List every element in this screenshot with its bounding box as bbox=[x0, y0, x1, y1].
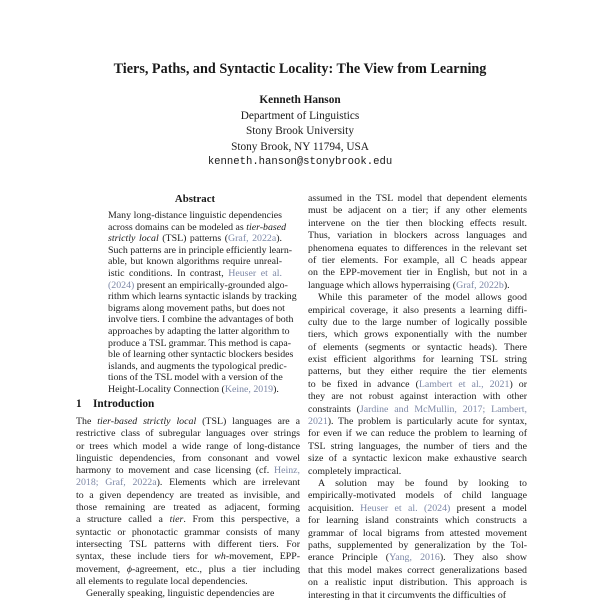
text-segment: on a realistic input distribution. This approach is bbox=[308, 577, 527, 589]
introduction-body bbox=[76, 416, 300, 600]
citation-link[interactable]: 2021 bbox=[308, 416, 328, 428]
text-line bbox=[308, 515, 527, 527]
abstract-body bbox=[108, 210, 297, 396]
text-segment: empirically-motivated models of child language bbox=[308, 490, 527, 502]
text-segment: islands, and augments the typological predic- bbox=[108, 360, 287, 372]
text-line bbox=[76, 441, 300, 453]
text-line bbox=[76, 564, 300, 576]
citation-link[interactable]: Heuser et al. (2024) bbox=[360, 502, 451, 514]
text-segment: ). Elements which are irrelevant bbox=[156, 477, 301, 489]
text-segment: The bbox=[76, 416, 98, 427]
section-number: 1 bbox=[76, 398, 82, 410]
text-segment: movement, bbox=[76, 563, 127, 575]
text-segment: A solution may be found by looking to bbox=[318, 477, 527, 489]
text-segment: those remaining are treated as adjacent, forming bbox=[76, 502, 300, 514]
text-segment: Thus, variation in blockers across languages and bbox=[308, 230, 527, 242]
text-segment: ). The problem is particularly acute for syntax, bbox=[327, 416, 527, 428]
text-line bbox=[108, 279, 288, 292]
text-segment: . From this perspective, a bbox=[183, 514, 300, 526]
text-line bbox=[308, 329, 527, 341]
section-title: Introduction bbox=[93, 398, 155, 410]
text-segment: ϕ bbox=[126, 563, 132, 575]
text-segment: While this parameter of the model allows good bbox=[318, 292, 527, 304]
text-segment: constraints ( bbox=[308, 403, 360, 415]
text-line bbox=[76, 527, 300, 539]
text-line bbox=[308, 280, 527, 292]
section-heading-introduction bbox=[76, 398, 154, 410]
text-segment: all elements to regulate local dependencies. bbox=[76, 575, 248, 587]
text-line bbox=[76, 539, 300, 551]
text-segment: intervene on the tier then blocking effects result. bbox=[308, 217, 527, 229]
text-segment: (TSL) languages are a bbox=[196, 416, 300, 427]
text-line bbox=[308, 317, 527, 329]
text-line bbox=[308, 255, 527, 267]
text-line bbox=[308, 305, 527, 317]
citation-link[interactable]: Heuser et al. bbox=[228, 267, 282, 279]
right-column-body bbox=[308, 193, 527, 602]
text-segment: ). bbox=[503, 279, 510, 291]
text-segment: intersecting TSL patterns with different tiers. For bbox=[76, 538, 300, 550]
text-line bbox=[308, 342, 527, 354]
text-line bbox=[308, 552, 527, 564]
text-line bbox=[308, 540, 527, 552]
text-line bbox=[308, 379, 527, 391]
citation-link[interactable]: Heinz, bbox=[273, 465, 300, 477]
text-segment: a structure called a bbox=[76, 514, 170, 526]
text-segment: Generally speaking, linguistic dependencies are bbox=[86, 588, 275, 600]
text-segment: ). bbox=[276, 233, 283, 245]
text-line bbox=[308, 428, 527, 440]
text-line bbox=[308, 590, 527, 602]
text-segment: syntactic or phonotactic grammar consists of many bbox=[76, 526, 300, 538]
text-segment: completely impractical. bbox=[308, 465, 402, 477]
text-segment: culty due to the large number of logically possible bbox=[308, 316, 527, 328]
text-segment: restrictive class of subregular languages over strings bbox=[76, 428, 300, 440]
text-segment: strictly local bbox=[108, 233, 159, 245]
abstract-heading: Abstract bbox=[174, 193, 216, 205]
text-line bbox=[76, 428, 300, 440]
text-segment: for even if we can reduce the problem to learning of bbox=[308, 428, 527, 440]
text-line bbox=[108, 325, 290, 338]
text-segment: exist efficient algorithms for learning TSL string bbox=[308, 354, 527, 366]
text-segment: TSL string languages, the number of tiers and the bbox=[308, 440, 527, 452]
text-segment: acquisition. bbox=[308, 502, 361, 514]
text-segment: Such patterns are in principle efficiently learn- bbox=[108, 244, 293, 256]
text-line bbox=[108, 372, 282, 384]
text-segment: of elements (segments or syntactic heads). There bbox=[308, 341, 527, 353]
author-address: Stony Brook, NY 11794, USA bbox=[231, 141, 369, 153]
text-line bbox=[76, 490, 300, 502]
text-segment: tier-based strictly local bbox=[97, 416, 197, 427]
text-segment: size of a syntactic lexicon make exhaustive search bbox=[308, 453, 527, 465]
text-segment: tier bbox=[169, 514, 184, 526]
author-department: Department of Linguistics bbox=[240, 110, 360, 122]
text-segment: present a model bbox=[450, 502, 527, 514]
text-segment: to be fixed in advance ( bbox=[308, 378, 419, 390]
text-segment: of tier elements. For example, all C heads appear bbox=[308, 254, 527, 266]
text-line bbox=[308, 292, 527, 304]
text-line bbox=[108, 268, 282, 280]
text-line bbox=[308, 230, 527, 242]
text-segment: to a given dependency are treated as invisible, and bbox=[76, 489, 300, 501]
citation-link[interactable]: Yang, 2016 bbox=[389, 552, 440, 564]
text-segment: assumed in the TSL model that dependent elements bbox=[308, 193, 527, 204]
text-segment: syntax, these include tiers for bbox=[76, 551, 215, 563]
paper-title: Tiers, Paths, and Syntactic Locality: The View from Learning bbox=[113, 61, 487, 77]
text-line bbox=[308, 478, 527, 490]
text-segment: ) or bbox=[509, 378, 528, 390]
text-segment: across domains can be modeled as bbox=[108, 221, 247, 233]
text-segment: present an empirically-grounded algo- bbox=[134, 279, 288, 291]
text-segment: involve tiers. I combine the advantages of both bbox=[108, 314, 294, 326]
text-segment: grammar of local bigrams from attested movement bbox=[308, 527, 527, 539]
text-segment: Many long-distance linguistic dependencies bbox=[108, 210, 282, 221]
author-name: Kenneth Hanson bbox=[259, 94, 341, 106]
citation-link[interactable]: Graf, 2022a bbox=[228, 233, 277, 245]
citation-link[interactable]: (2024) bbox=[108, 279, 135, 291]
text-line bbox=[308, 205, 527, 217]
citation-link[interactable]: Jardine and McMullin, 2017; Lambert, bbox=[359, 403, 527, 415]
text-line bbox=[308, 503, 527, 515]
text-segment: istic conditions. In contrast, bbox=[108, 267, 229, 279]
text-line bbox=[308, 193, 527, 205]
text-segment: Height-Locality Connection ( bbox=[108, 383, 225, 395]
text-line bbox=[308, 218, 527, 230]
text-line bbox=[308, 528, 527, 540]
text-line bbox=[108, 210, 282, 222]
citation-link[interactable]: Keine, 2019 bbox=[224, 383, 274, 395]
text-segment: ble of learning other syntactic blockers besides bbox=[108, 349, 294, 361]
text-line bbox=[308, 577, 527, 589]
text-line bbox=[308, 404, 527, 416]
text-segment: approaches by adapting the latter algorithm to bbox=[108, 325, 290, 337]
text-line bbox=[308, 441, 527, 453]
text-segment: interesting in that it circumvents the difficulties of bbox=[308, 589, 507, 601]
text-segment: empirical coverage, it also presents a learning diffi- bbox=[308, 304, 527, 316]
text-segment: rithm which learns syntactic islands by tracking bbox=[108, 291, 297, 303]
text-segment: patterns, but they either require the tier elements bbox=[308, 366, 527, 378]
text-segment: language which allows hyperraising ( bbox=[308, 279, 457, 291]
text-line bbox=[76, 465, 300, 477]
text-line bbox=[308, 354, 527, 366]
text-line bbox=[108, 244, 293, 257]
text-line bbox=[308, 243, 527, 255]
text-segment: or trees which model a wide range of long-distance bbox=[76, 440, 300, 452]
text-segment: able, but known algorithms require unreal- bbox=[108, 256, 282, 268]
text-segment: must be adjacent on a tier; if any other elements bbox=[308, 205, 527, 217]
text-segment: -agreement, etc., plus a tier including bbox=[131, 563, 300, 575]
text-segment: ). bbox=[273, 383, 279, 395]
text-segment: (TSL) patterns ( bbox=[158, 233, 229, 245]
text-segment: on the EPP-movement tier in English, but not in a bbox=[308, 267, 527, 279]
text-line bbox=[108, 256, 282, 268]
text-line bbox=[308, 490, 527, 502]
text-line bbox=[76, 514, 300, 526]
text-line bbox=[308, 391, 527, 403]
text-segment: wh bbox=[214, 551, 226, 563]
text-line bbox=[108, 302, 285, 315]
text-segment: linguistic dependencies, from consonant and vowel bbox=[76, 452, 300, 464]
text-line bbox=[108, 233, 282, 245]
citation-link[interactable]: Lambert et al., 2021 bbox=[418, 378, 510, 390]
text-line bbox=[76, 416, 300, 428]
text-segment: phenomena equates to differences in the relevant set bbox=[308, 242, 527, 254]
text-line bbox=[308, 466, 527, 478]
text-line bbox=[308, 416, 527, 428]
text-line bbox=[308, 366, 527, 378]
text-line bbox=[108, 337, 292, 350]
author-university: Stony Brook University bbox=[246, 125, 354, 137]
text-segment: -movement, EPP- bbox=[225, 551, 301, 563]
text-line bbox=[76, 551, 300, 563]
text-line bbox=[76, 588, 300, 600]
text-line bbox=[108, 360, 287, 373]
citation-link[interactable]: 2018; Graf, 2022a bbox=[76, 477, 157, 489]
text-line bbox=[108, 384, 282, 396]
text-segment: paths, supplemented by generalization by the Tol- bbox=[308, 539, 527, 551]
text-segment: tiers, which grows exponentially with the number bbox=[308, 329, 527, 341]
text-line bbox=[76, 453, 300, 465]
text-segment: tions of the TSL model with a version of the bbox=[108, 372, 283, 384]
text-line bbox=[108, 291, 297, 303]
citation-link[interactable]: Graf, 2022b bbox=[456, 279, 504, 291]
text-segment: erance Principle ( bbox=[308, 552, 390, 564]
text-segment: for learning island constraints which constructs a bbox=[308, 515, 527, 527]
text-line bbox=[308, 453, 527, 465]
text-segment: harmony to movement and case licensing (cf. bbox=[76, 465, 274, 477]
text-segment: produce a TSL grammar. This method is capa- bbox=[108, 337, 292, 349]
text-line bbox=[76, 477, 300, 489]
text-line bbox=[76, 576, 300, 588]
text-line bbox=[108, 221, 287, 234]
text-line bbox=[308, 565, 527, 577]
text-segment: they are not robust against interaction with other bbox=[308, 391, 527, 403]
text-line bbox=[76, 502, 300, 514]
text-segment: that this model makes correct generalizations based bbox=[308, 564, 527, 576]
text-line bbox=[308, 267, 527, 279]
text-segment: bigrams along movement paths, but does not bbox=[108, 302, 285, 314]
text-segment: tier-based bbox=[246, 221, 287, 233]
text-line bbox=[108, 349, 294, 361]
author-email: kenneth.hanson@stonybrook.edu bbox=[207, 156, 393, 168]
text-segment: ). They also show bbox=[439, 552, 528, 564]
text-line bbox=[108, 314, 294, 326]
